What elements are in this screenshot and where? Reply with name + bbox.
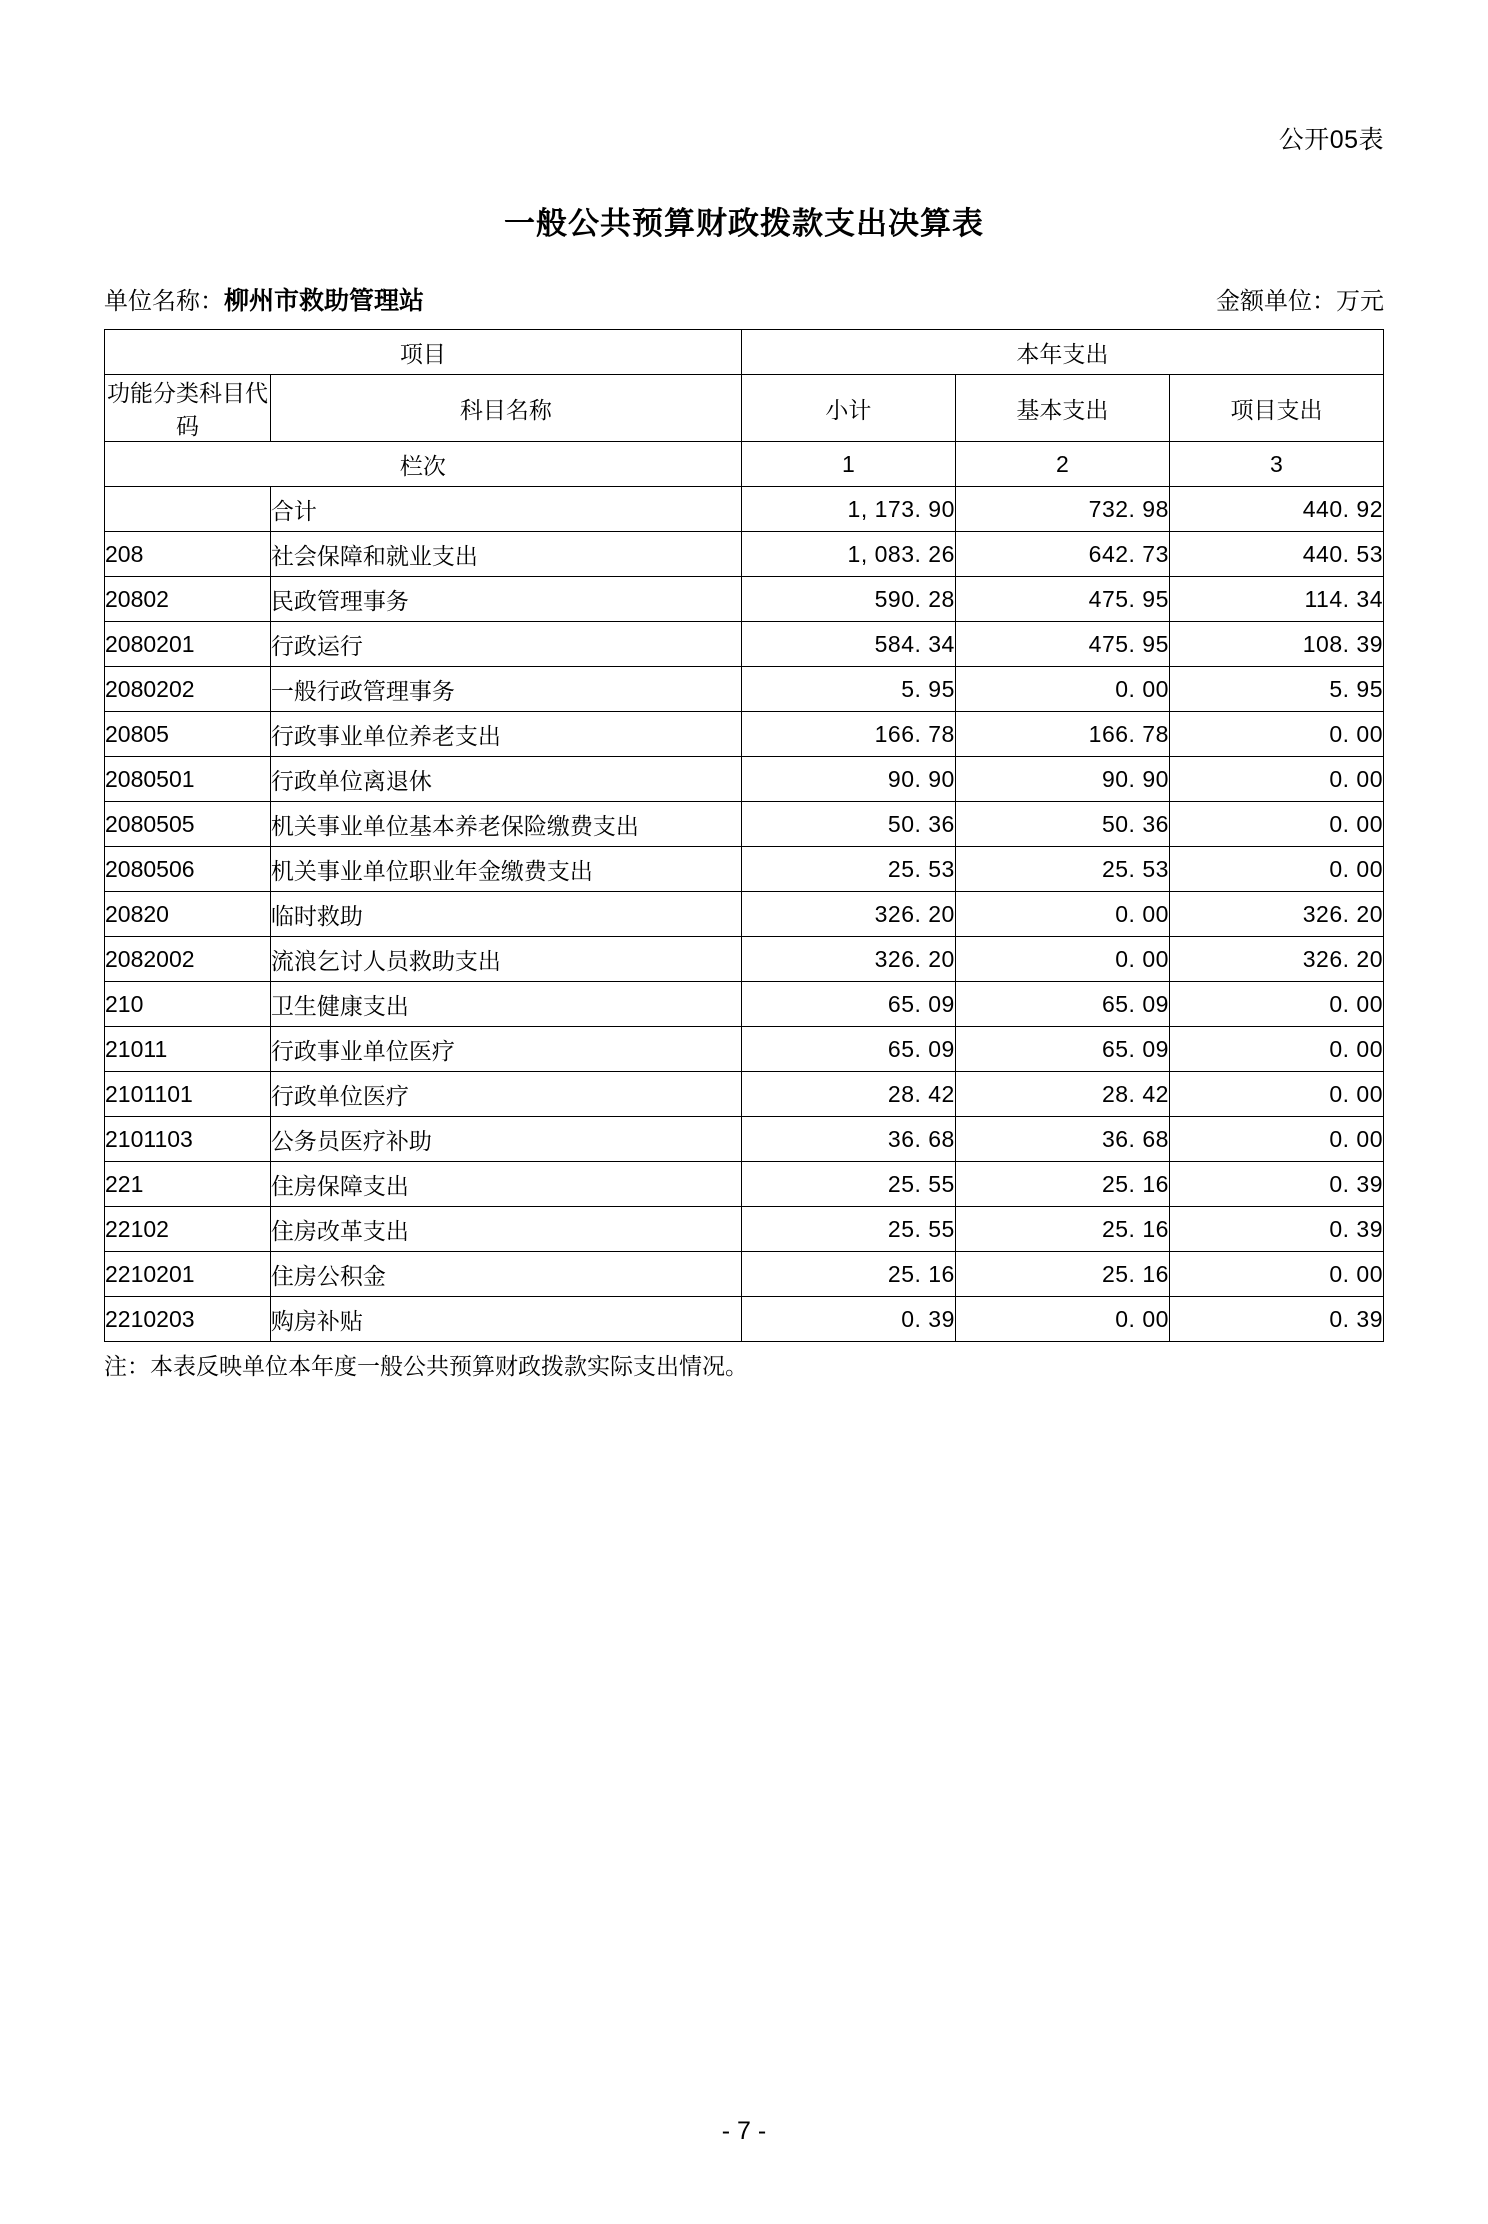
- cell-project-expenditure: 0. 39: [1169, 1207, 1383, 1252]
- cell-function-code: 2082002: [105, 937, 271, 982]
- cell-basic-expenditure: 0. 00: [955, 667, 1169, 712]
- header-subtotal: 小计: [741, 375, 955, 442]
- cell-subtotal: 65. 09: [741, 1027, 955, 1072]
- cell-subject-name: 公务员医疗补助: [270, 1117, 741, 1162]
- column-number-3: 3: [1169, 442, 1383, 487]
- cell-function-code: 22102: [105, 1207, 271, 1252]
- cell-function-code: 20802: [105, 577, 271, 622]
- cell-basic-expenditure: 90. 90: [955, 757, 1169, 802]
- cell-basic-expenditure: 475. 95: [955, 577, 1169, 622]
- cell-subject-name: 卫生健康支出: [270, 982, 741, 1027]
- cell-subtotal: 0. 39: [741, 1297, 955, 1342]
- cell-subtotal: 1, 173. 90: [741, 487, 955, 532]
- cell-project-expenditure: 0. 00: [1169, 1027, 1383, 1072]
- cell-subject-name: 行政单位医疗: [270, 1072, 741, 1117]
- cell-subject-name: 住房改革支出: [270, 1207, 741, 1252]
- header-subject-name: 科目名称: [270, 375, 741, 442]
- cell-subtotal: 28. 42: [741, 1072, 955, 1117]
- unit-name-block: [104, 281, 424, 317]
- cell-function-code: 21011: [105, 1027, 271, 1072]
- cell-subject-name: 住房保障支出: [270, 1162, 741, 1207]
- cell-subtotal: 65. 09: [741, 982, 955, 1027]
- table-row: [105, 622, 1384, 667]
- document-page: [0, 120, 1488, 2224]
- cell-subject-name: 社会保障和就业支出: [270, 532, 741, 577]
- cell-project-expenditure: 114. 34: [1169, 577, 1383, 622]
- table-row: [105, 712, 1384, 757]
- cell-basic-expenditure: 642. 73: [955, 532, 1169, 577]
- table-row: [105, 577, 1384, 622]
- column-number-1: 1: [741, 442, 955, 487]
- cell-function-code: 20805: [105, 712, 271, 757]
- table-row: [105, 1072, 1384, 1117]
- cell-subject-name: 一般行政管理事务: [270, 667, 741, 712]
- cell-function-code: 2080202: [105, 667, 271, 712]
- cell-subtotal: 25. 53: [741, 847, 955, 892]
- cell-function-code: 2080201: [105, 622, 271, 667]
- cell-project-expenditure: 0. 00: [1169, 757, 1383, 802]
- table-row: [105, 1297, 1384, 1342]
- cell-subtotal: 90. 90: [741, 757, 955, 802]
- table-row: [105, 1117, 1384, 1162]
- cell-project-expenditure: 0. 00: [1169, 982, 1383, 1027]
- cell-function-code: 20820: [105, 892, 271, 937]
- amount-unit-label: 金额单位：万元: [1216, 288, 1384, 315]
- cell-project-expenditure: 0. 00: [1169, 847, 1383, 892]
- column-number-2: 2: [955, 442, 1169, 487]
- table-header-group-row: [105, 330, 1384, 375]
- cell-subject-name: 行政事业单位养老支出: [270, 712, 741, 757]
- cell-subtotal: 584. 34: [741, 622, 955, 667]
- cell-function-code: 2080506: [105, 847, 271, 892]
- header-current-year-group: 本年支出: [741, 330, 1383, 375]
- table-row: [105, 487, 1384, 532]
- cell-subtotal: 326. 20: [741, 892, 955, 937]
- cell-subject-name: 行政运行: [270, 622, 741, 667]
- cell-function-code: 210: [105, 982, 271, 1027]
- cell-function-code: 2080501: [105, 757, 271, 802]
- cell-project-expenditure: 0. 00: [1169, 802, 1383, 847]
- cell-function-code: 208: [105, 532, 271, 577]
- cell-basic-expenditure: 0. 00: [955, 937, 1169, 982]
- cell-subtotal: 36. 68: [741, 1117, 955, 1162]
- table-row: [105, 1207, 1384, 1252]
- table-header-row: [105, 375, 1384, 442]
- cell-function-code: 2101101: [105, 1072, 271, 1117]
- cell-project-expenditure: 440. 92: [1169, 487, 1383, 532]
- cell-subtotal: 50. 36: [741, 802, 955, 847]
- header-function-code: 功能分类科目代码: [105, 375, 271, 442]
- cell-subject-name: 临时救助: [270, 892, 741, 937]
- table-row: [105, 847, 1384, 892]
- form-code: 公开05表: [1278, 126, 1384, 154]
- cell-project-expenditure: 0. 39: [1169, 1297, 1383, 1342]
- header-project-expenditure: 项目支出: [1169, 375, 1383, 442]
- cell-project-expenditure: 0. 39: [1169, 1162, 1383, 1207]
- cell-basic-expenditure: 25. 53: [955, 847, 1169, 892]
- cell-basic-expenditure: 0. 00: [955, 892, 1169, 937]
- cell-function-code: 2210201: [105, 1252, 271, 1297]
- cell-subtotal: 590. 28: [741, 577, 955, 622]
- cell-subject-name: 机关事业单位职业年金缴费支出: [270, 847, 741, 892]
- cell-subject-name: 合计: [270, 487, 741, 532]
- page-title: 一般公共预算财政拨款支出决算表: [504, 206, 984, 241]
- cell-basic-expenditure: 166. 78: [955, 712, 1169, 757]
- cell-basic-expenditure: 50. 36: [955, 802, 1169, 847]
- cell-basic-expenditure: 25. 16: [955, 1252, 1169, 1297]
- table-row: [105, 982, 1384, 1027]
- table-row: [105, 667, 1384, 712]
- cell-function-code: 2080505: [105, 802, 271, 847]
- cell-subject-name: 购房补贴: [270, 1297, 741, 1342]
- cell-basic-expenditure: 28. 42: [955, 1072, 1169, 1117]
- cell-project-expenditure: 0. 00: [1169, 1117, 1383, 1162]
- cell-subject-name: 行政事业单位医疗: [270, 1027, 741, 1072]
- cell-subject-name: 民政管理事务: [270, 577, 741, 622]
- cell-subject-name: 机关事业单位基本养老保险缴费支出: [270, 802, 741, 847]
- cell-subtotal: 25. 55: [741, 1207, 955, 1252]
- cell-subtotal: 326. 20: [741, 937, 955, 982]
- cell-project-expenditure: 5. 95: [1169, 667, 1383, 712]
- table-body: [105, 487, 1384, 1342]
- column-number-label: 栏次: [105, 442, 742, 487]
- cell-basic-expenditure: 25. 16: [955, 1162, 1169, 1207]
- table-row: [105, 892, 1384, 937]
- cell-basic-expenditure: 36. 68: [955, 1117, 1169, 1162]
- table-row: [105, 1027, 1384, 1072]
- cell-subject-name: 行政单位离退休: [270, 757, 741, 802]
- header-basic-expenditure: 基本支出: [955, 375, 1169, 442]
- cell-basic-expenditure: 65. 09: [955, 1027, 1169, 1072]
- unit-name-label: 单位名称：: [104, 288, 224, 315]
- cell-project-expenditure: 326. 20: [1169, 892, 1383, 937]
- table-row: [105, 532, 1384, 577]
- cell-function-code: 2210203: [105, 1297, 271, 1342]
- table-row: [105, 1252, 1384, 1297]
- unit-name-value: 柳州市救助管理站: [224, 287, 425, 315]
- table-note: 注：本表反映单位本年度一般公共预算财政拨款实际支出情况。: [104, 1353, 748, 1379]
- cell-subtotal: 25. 16: [741, 1252, 955, 1297]
- cell-basic-expenditure: 732. 98: [955, 487, 1169, 532]
- table-row: [105, 757, 1384, 802]
- cell-subject-name: 流浪乞讨人员救助支出: [270, 937, 741, 982]
- cell-project-expenditure: 108. 39: [1169, 622, 1383, 667]
- cell-project-expenditure: 440. 53: [1169, 532, 1383, 577]
- cell-subtotal: 166. 78: [741, 712, 955, 757]
- table-row: [105, 937, 1384, 982]
- cell-subtotal: 25. 55: [741, 1162, 955, 1207]
- cell-function-code: 2101103: [105, 1117, 271, 1162]
- cell-basic-expenditure: 65. 09: [955, 982, 1169, 1027]
- table-row: [105, 802, 1384, 847]
- cell-function-code: [105, 487, 271, 532]
- cell-project-expenditure: 326. 20: [1169, 937, 1383, 982]
- cell-basic-expenditure: 0. 00: [955, 1297, 1169, 1342]
- cell-project-expenditure: 0. 00: [1169, 712, 1383, 757]
- cell-subject-name: 住房公积金: [270, 1252, 741, 1297]
- meta-row: [104, 281, 1384, 317]
- cell-project-expenditure: 0. 00: [1169, 1252, 1383, 1297]
- cell-subtotal: 5. 95: [741, 667, 955, 712]
- table-column-number-row: [105, 442, 1384, 487]
- page-number: - 7 -: [721, 2117, 767, 2145]
- cell-basic-expenditure: 475. 95: [955, 622, 1169, 667]
- cell-basic-expenditure: 25. 16: [955, 1207, 1169, 1252]
- table-row: [105, 1162, 1384, 1207]
- budget-expenditure-table: [104, 329, 1384, 1342]
- header-project-group: 项目: [105, 330, 742, 375]
- cell-subtotal: 1, 083. 26: [741, 532, 955, 577]
- cell-project-expenditure: 0. 00: [1169, 1072, 1383, 1117]
- cell-function-code: 221: [105, 1162, 271, 1207]
